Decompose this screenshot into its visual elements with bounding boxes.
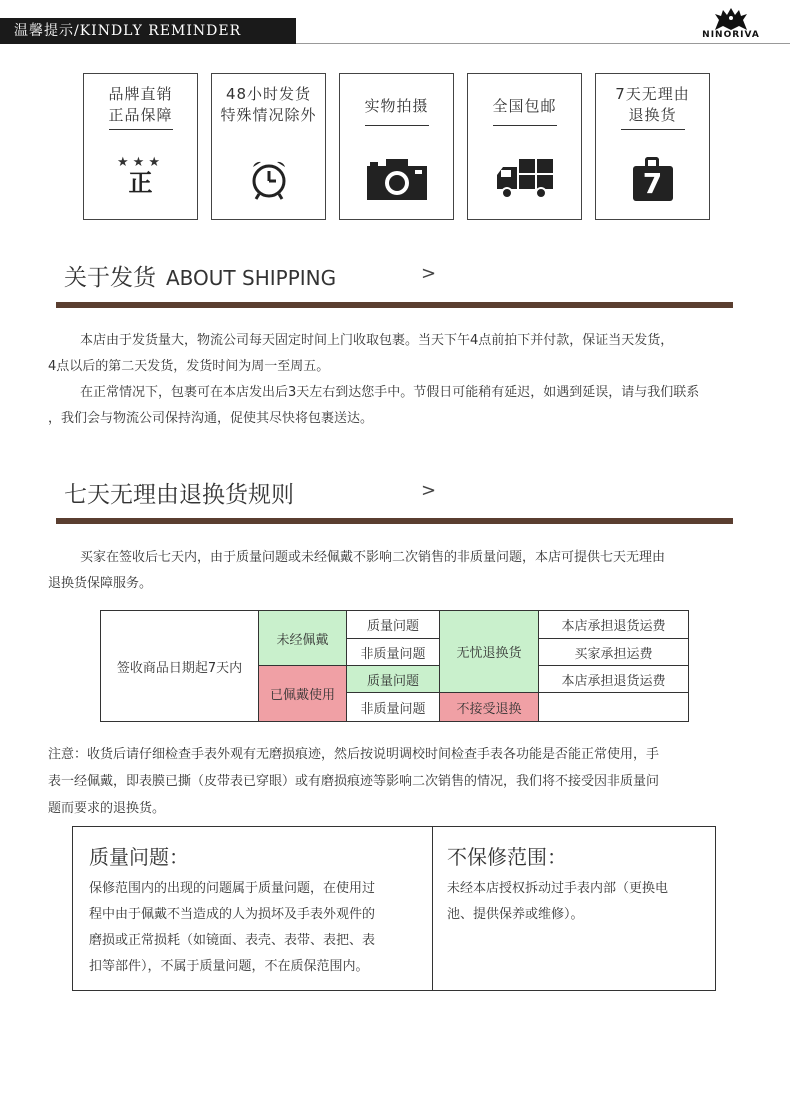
returns-section-title (64, 476, 294, 509)
returns-section-bar (56, 518, 733, 524)
badge-underline (365, 125, 429, 126)
table-cell-not-accepted: 不接受退换 (440, 693, 539, 722)
brand-name: NINORIVA (702, 30, 760, 40)
returns-title-cn: 七天无理由退换货规则 (64, 482, 294, 508)
quality-column (89, 841, 419, 980)
seven-glyph: 7 (633, 166, 673, 201)
quality-line: 磨损或正常损耗（如镜面、表壳、表带、表把、表 (89, 933, 376, 948)
returns-intro-line: 买家在签收后七天内，由于质量问题或未经佩戴不影响二次销售的非质量问题，本店可提供七天无理由 (80, 550, 666, 565)
excluded-title: 不保修范围： (447, 845, 567, 869)
returns-note (48, 741, 748, 822)
table-cell-store-pays: 本店承担退货运费 (539, 611, 689, 639)
reminder-title: 温馨提示/KINDLY REMINDER (0, 18, 296, 44)
table-cell-non-quality: 非质量问题 (347, 693, 440, 722)
badge-underline (621, 129, 685, 130)
note-line: 注意：收货后请仔细检查手表外观有无磨损痕迹，然后按说明调校时间检查手表各功能是否能正常使用，手 (48, 747, 660, 762)
excluded-column (447, 841, 707, 928)
stars-zheng-icon: ★★★ 正 (117, 154, 164, 197)
badge-7day-return (595, 73, 710, 220)
shipping-title-cn: 关于发货 (64, 265, 156, 291)
reminder-header (0, 0, 790, 44)
header-divider (296, 43, 790, 44)
badge-free-shipping (467, 73, 582, 220)
quality-title: 质量问题： (89, 845, 189, 869)
shipping-section-bar (56, 302, 733, 308)
warranty-divider (432, 827, 433, 990)
badge-underline (493, 125, 557, 126)
returns-intro (48, 545, 748, 597)
table-cell-hassle-free: 无忧退换货 (440, 611, 539, 693)
alarm-clock-icon (212, 154, 325, 204)
table-cell-buyer-pays: 买家承担运费 (539, 639, 689, 666)
shipping-title-en: ABOUT SHIPPING (166, 266, 337, 290)
table-cell-empty (539, 693, 689, 722)
shipping-section-title (64, 259, 336, 292)
camera-icon (340, 154, 453, 204)
badge-line2: 特殊情况除外 (220, 106, 317, 124)
shipping-paragraph: 在正常情况下，包裹可在本店发出后3天左右到达您手中。节假日可能稍有延迟，如遇到延误，请与我们联系 (80, 385, 700, 400)
shipping-paragraph: 4点以后的第二天发货，发货时间为周一至周五。 (48, 359, 330, 374)
returns-intro-line: 退换货保障服务。 (48, 576, 153, 591)
warranty-box (72, 826, 716, 991)
excluded-line: 未经本店授权拆动过手表内部（更换电 (447, 881, 669, 896)
delivery-truck-icon (468, 154, 581, 204)
shipping-chevron-icon: > (421, 263, 437, 284)
table-cell-quality: 质量问题 (347, 611, 440, 639)
zheng-glyph: 正 (128, 168, 153, 197)
brand-logo (686, 6, 776, 42)
shipping-text (48, 328, 748, 432)
badge-authentic (83, 73, 198, 220)
badge-line1: 实物拍摄 (364, 97, 429, 115)
shipping-paragraph: ，我们会与物流公司保持沟通，促使其尽快将包裹送达。 (48, 411, 374, 426)
note-line: 题而要求的退换货。 (48, 801, 166, 816)
table-cell-unworn: 未经佩戴 (259, 611, 347, 666)
shipping-paragraph: 本店由于发货量大，物流公司每天固定时间上门收取包裹。当天下午4点前拍下并付款，保证当天发货， (80, 333, 674, 348)
badge-line2: 正品保障 (108, 106, 173, 124)
badge-line2: 退换货 (628, 106, 677, 124)
badge-line1: 品牌直销 (108, 85, 173, 103)
table-cell-worn: 已佩戴使用 (259, 666, 347, 722)
quality-line: 程中由于佩戴不当造成的人为损坏及手表外观件的 (89, 907, 376, 922)
returns-chevron-icon: > (421, 480, 437, 501)
quality-line: 扣等部件），不属于质量问题，不在质保范围内。 (89, 959, 369, 974)
excluded-line: 池、提供保养或维修）。 (447, 907, 584, 922)
badge-48h-shipping (211, 73, 326, 220)
table-cell-non-quality: 非质量问题 (347, 639, 440, 666)
table-cell-store-pays: 本店承担退货运费 (539, 666, 689, 693)
lion-crest-icon (709, 6, 753, 32)
table-cell-quality: 质量问题 (347, 666, 440, 693)
badge-line1: 7天无理由 (615, 85, 690, 103)
badge-line1: 48小时发货 (225, 85, 312, 103)
table-cell-period: 签收商品日期起7天内 (101, 611, 259, 722)
seven-days-bag-icon (596, 154, 709, 204)
badge-underline (109, 129, 173, 130)
badge-line1: 全国包邮 (492, 97, 557, 115)
quality-line: 保修范围内的出现的问题属于质量问题，在使用过 (89, 881, 376, 896)
note-line: 表一经佩戴，即表膜已撕（皮带表已穿眼）或有磨损痕迹等影响二次销售的情况，我们将不接受因非质量问 (48, 774, 660, 789)
service-badges (83, 73, 711, 220)
badge-real-photos (339, 73, 454, 220)
return-rules-table (100, 610, 689, 722)
